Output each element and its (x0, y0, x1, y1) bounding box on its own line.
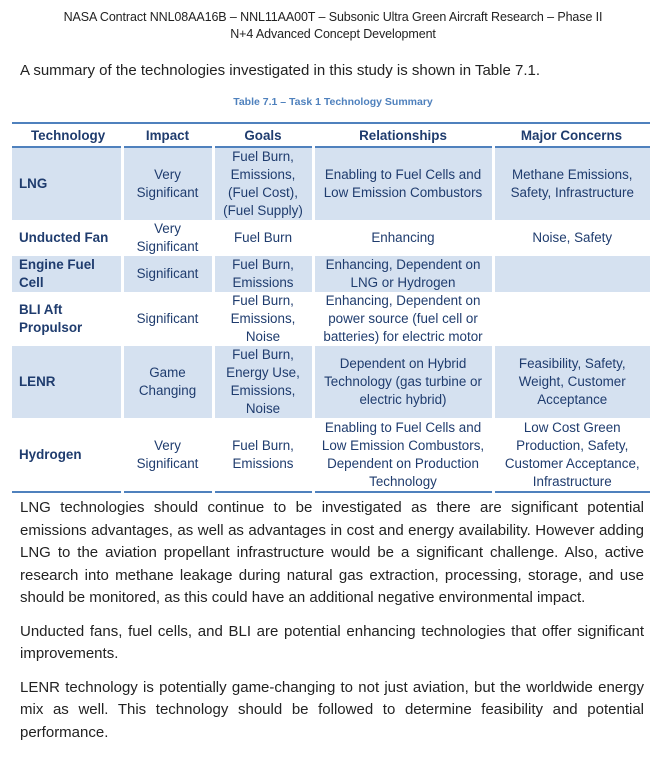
cell-goals: Fuel Burn, Emissions, Noise (213, 292, 313, 346)
cell-relationships: Dependent on Hybrid Technology (gas turbine or electric hybrid) (313, 346, 493, 418)
column-header-technology: Technology (12, 123, 122, 147)
table-caption: Table 7.1 – Task 1 Technology Summary (233, 96, 433, 108)
intro-sentence: A summary of the technologies investigated in this study is shown in Table 7.1. (20, 62, 541, 79)
cell-major-concerns: Feasibility, Safety, Weight, Customer Acceptance (493, 346, 650, 418)
header-line-1: NASA Contract NNL08AA16B – NNL11AA00T – Subsonic Ultra Green Aircraft Research – Phase II (63, 10, 603, 24)
cell-relationships: Enhancing (313, 220, 493, 256)
column-header-goals: Goals (213, 123, 313, 147)
technology-summary-table (12, 122, 650, 493)
cell-impact: Very Significant (122, 418, 213, 492)
table-row (12, 256, 650, 292)
cell-impact: Very Significant (122, 220, 213, 256)
cell-major-concerns (493, 292, 650, 346)
table-row (12, 418, 650, 492)
paragraph-lng: LNG technologies should continue to be investigated as there are significant potential emissions advantages, as well as advantages in cost and energy availability. However adding LNG to the aviation propellant infrastructure would be a significant challenge. Also, active research into methane leakage during natural gas extraction, processing, storage, and use should be monitored, as this could have an additional negative environmental impact. (20, 499, 644, 606)
cell-impact: Significant (122, 292, 213, 346)
cell-technology: Engine Fuel Cell (12, 256, 122, 292)
cell-relationships: Enhancing, Dependent on power source (fuel cell or batteries) for electric motor (313, 292, 493, 346)
cell-goals: Fuel Burn, Emissions (213, 418, 313, 492)
cell-major-concerns: Noise, Safety (493, 220, 650, 256)
column-header-impact: Impact (122, 123, 213, 147)
cell-impact: Very Significant (122, 147, 213, 220)
cell-major-concerns: Methane Emissions, Safety, Infrastructure (493, 147, 650, 220)
cell-relationships: Enhancing, Dependent on LNG or Hydrogen (313, 256, 493, 292)
paragraph-lenr: LENR technology is potentially game-changing to not just aviation, but the worldwide energy mix as well. This technology should be followed to determine feasibility and potential performance. (20, 678, 644, 741)
cell-impact: Significant (122, 256, 213, 292)
column-header-relationships: Relationships (313, 123, 493, 147)
cell-major-concerns: Low Cost Green Production, Safety, Customer Acceptance, Infrastructure (493, 418, 650, 492)
cell-goals: Fuel Burn (213, 220, 313, 256)
page-header (0, 0, 666, 43)
paragraph-enhancing-technologies: Unducted fans, fuel cells, and BLI are potential enhancing technologies that offer significant improvements. (20, 622, 644, 662)
cell-goals: Fuel Burn, Emissions (213, 256, 313, 292)
table-row (12, 220, 650, 256)
cell-technology: Unducted Fan (19, 230, 109, 245)
cell-technology: LNG (12, 147, 122, 220)
cell-impact: Game Changing (122, 346, 213, 418)
cell-goals: Fuel Burn, Emissions, (Fuel Cost), (Fuel Supply) (213, 147, 313, 220)
column-header-major-concerns: Major Concerns (493, 123, 650, 147)
table-row (12, 292, 650, 346)
table-row (12, 147, 650, 220)
table-header-row (12, 123, 650, 147)
cell-relationships: Enabling to Fuel Cells and Low Emission Combustors, Dependent on Production Technology (313, 418, 493, 492)
cell-goals: Fuel Burn, Energy Use, Emissions, Noise (213, 346, 313, 418)
cell-technology: LENR (12, 346, 122, 418)
header-line-2: N+4 Advanced Concept Development (230, 27, 436, 41)
cell-major-concerns (493, 256, 650, 292)
cell-technology: BLI Aft Propulsor (19, 302, 83, 335)
body-text (20, 497, 644, 755)
table-row (12, 346, 650, 418)
cell-relationships: Enabling to Fuel Cells and Low Emission Combustors (313, 147, 493, 220)
cell-technology: Hydrogen (12, 418, 122, 492)
